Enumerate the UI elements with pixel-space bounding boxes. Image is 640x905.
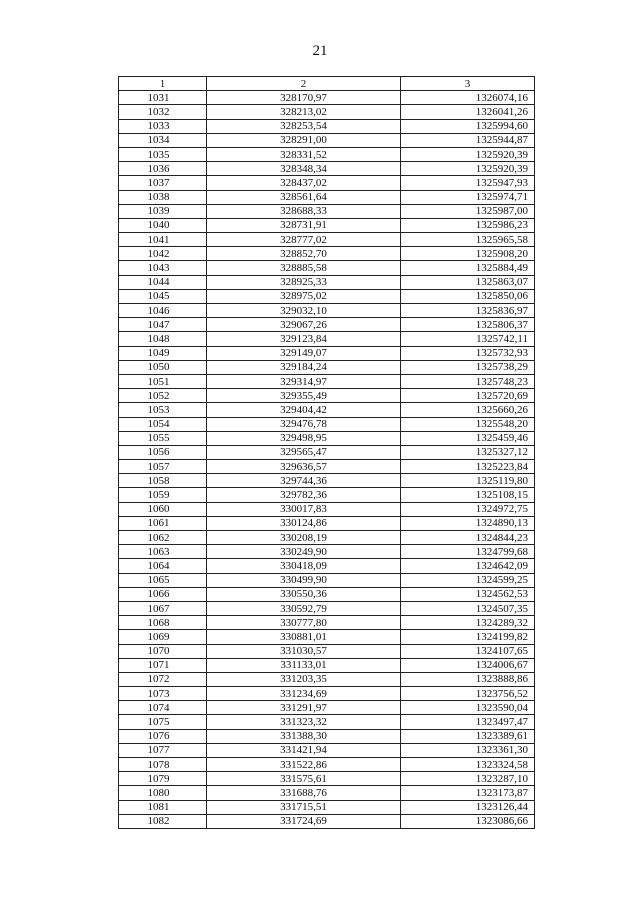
point-number-cell: 1050 bbox=[119, 360, 207, 374]
x-coordinate-cell: 331203,35 bbox=[207, 672, 401, 686]
table-row bbox=[119, 218, 535, 232]
point-number-cell: 1077 bbox=[119, 743, 207, 757]
x-coordinate-cell: 329149,07 bbox=[207, 346, 401, 360]
point-number-cell: 1071 bbox=[119, 658, 207, 672]
table-row bbox=[119, 162, 535, 176]
point-number-cell: 1061 bbox=[119, 516, 207, 530]
y-coordinate-cell: 1325947,93 bbox=[401, 176, 535, 190]
x-coordinate-cell: 329123,84 bbox=[207, 332, 401, 346]
table-row bbox=[119, 644, 535, 658]
table-row bbox=[119, 800, 535, 814]
x-coordinate-cell: 329067,26 bbox=[207, 318, 401, 332]
x-coordinate-cell: 329032,10 bbox=[207, 304, 401, 318]
y-coordinate-cell: 1325836,97 bbox=[401, 304, 535, 318]
y-coordinate-cell: 1325119,80 bbox=[401, 474, 535, 488]
x-coordinate-cell: 330499,90 bbox=[207, 573, 401, 587]
x-coordinate-cell: 330881,01 bbox=[207, 630, 401, 644]
y-coordinate-cell: 1325850,06 bbox=[401, 289, 535, 303]
point-number-cell: 1078 bbox=[119, 758, 207, 772]
table-row bbox=[119, 758, 535, 772]
x-coordinate-cell: 330208,19 bbox=[207, 531, 401, 545]
y-coordinate-cell: 1325459,46 bbox=[401, 431, 535, 445]
point-number-cell: 1080 bbox=[119, 786, 207, 800]
point-number-cell: 1043 bbox=[119, 261, 207, 275]
y-coordinate-cell: 1324599,25 bbox=[401, 573, 535, 587]
x-coordinate-cell: 328561,64 bbox=[207, 190, 401, 204]
x-coordinate-cell: 328331,52 bbox=[207, 147, 401, 161]
table-row bbox=[119, 630, 535, 644]
point-number-cell: 1079 bbox=[119, 772, 207, 786]
y-coordinate-cell: 1325863,07 bbox=[401, 275, 535, 289]
point-number-cell: 1059 bbox=[119, 488, 207, 502]
y-coordinate-cell: 1325994,60 bbox=[401, 119, 535, 133]
table-row bbox=[119, 672, 535, 686]
point-number-cell: 1073 bbox=[119, 687, 207, 701]
point-number-cell: 1082 bbox=[119, 814, 207, 828]
y-coordinate-cell: 1323287,10 bbox=[401, 772, 535, 786]
x-coordinate-cell: 328975,02 bbox=[207, 289, 401, 303]
point-number-cell: 1056 bbox=[119, 445, 207, 459]
x-coordinate-cell: 331522,86 bbox=[207, 758, 401, 772]
y-coordinate-cell: 1323756,52 bbox=[401, 687, 535, 701]
table-row bbox=[119, 445, 535, 459]
point-number-cell: 1035 bbox=[119, 147, 207, 161]
x-coordinate-cell: 331291,97 bbox=[207, 701, 401, 715]
y-coordinate-cell: 1324107,65 bbox=[401, 644, 535, 658]
table-row bbox=[119, 289, 535, 303]
point-number-cell: 1047 bbox=[119, 318, 207, 332]
point-number-cell: 1075 bbox=[119, 715, 207, 729]
table-row bbox=[119, 147, 535, 161]
x-coordinate-cell: 328731,91 bbox=[207, 218, 401, 232]
point-number-cell: 1033 bbox=[119, 119, 207, 133]
point-number-cell: 1039 bbox=[119, 204, 207, 218]
x-coordinate-cell: 331715,51 bbox=[207, 800, 401, 814]
column-header-1: 1 bbox=[119, 77, 207, 91]
table-row bbox=[119, 190, 535, 204]
y-coordinate-cell: 1325738,29 bbox=[401, 360, 535, 374]
point-number-cell: 1034 bbox=[119, 133, 207, 147]
x-coordinate-cell: 330249,90 bbox=[207, 545, 401, 559]
y-coordinate-cell: 1325920,39 bbox=[401, 147, 535, 161]
table-row bbox=[119, 247, 535, 261]
table-row bbox=[119, 389, 535, 403]
point-number-cell: 1067 bbox=[119, 601, 207, 615]
table-row bbox=[119, 715, 535, 729]
table-row bbox=[119, 403, 535, 417]
table-row bbox=[119, 204, 535, 218]
table-row bbox=[119, 474, 535, 488]
y-coordinate-cell: 1323126,44 bbox=[401, 800, 535, 814]
x-coordinate-cell: 329476,78 bbox=[207, 417, 401, 431]
x-coordinate-cell: 331323,32 bbox=[207, 715, 401, 729]
y-coordinate-cell: 1324799,68 bbox=[401, 545, 535, 559]
table-row bbox=[119, 261, 535, 275]
x-coordinate-cell: 328291,00 bbox=[207, 133, 401, 147]
y-coordinate-cell: 1325974,71 bbox=[401, 190, 535, 204]
y-coordinate-cell: 1324642,09 bbox=[401, 559, 535, 573]
coordinates-table bbox=[118, 76, 535, 829]
table-row bbox=[119, 743, 535, 757]
point-number-cell: 1040 bbox=[119, 218, 207, 232]
table-row bbox=[119, 318, 535, 332]
y-coordinate-cell: 1325944,87 bbox=[401, 133, 535, 147]
table-row bbox=[119, 488, 535, 502]
x-coordinate-cell: 329184,24 bbox=[207, 360, 401, 374]
point-number-cell: 1054 bbox=[119, 417, 207, 431]
y-coordinate-cell: 1323497,47 bbox=[401, 715, 535, 729]
point-number-cell: 1057 bbox=[119, 460, 207, 474]
x-coordinate-cell: 328852,70 bbox=[207, 247, 401, 261]
x-coordinate-cell: 329404,42 bbox=[207, 403, 401, 417]
x-coordinate-cell: 330592,79 bbox=[207, 601, 401, 615]
y-coordinate-cell: 1325920,39 bbox=[401, 162, 535, 176]
y-coordinate-cell: 1324844,23 bbox=[401, 531, 535, 545]
table-row bbox=[119, 176, 535, 190]
table-row bbox=[119, 516, 535, 530]
y-coordinate-cell: 1324562,53 bbox=[401, 587, 535, 601]
x-coordinate-cell: 328437,02 bbox=[207, 176, 401, 190]
x-coordinate-cell: 329355,49 bbox=[207, 389, 401, 403]
y-coordinate-cell: 1325908,20 bbox=[401, 247, 535, 261]
y-coordinate-cell: 1324507,35 bbox=[401, 601, 535, 615]
table-row bbox=[119, 431, 535, 445]
y-coordinate-cell: 1325660,26 bbox=[401, 403, 535, 417]
point-number-cell: 1069 bbox=[119, 630, 207, 644]
table-row bbox=[119, 587, 535, 601]
x-coordinate-cell: 330124,86 bbox=[207, 516, 401, 530]
point-number-cell: 1065 bbox=[119, 573, 207, 587]
point-number-cell: 1076 bbox=[119, 729, 207, 743]
table-body bbox=[119, 91, 535, 829]
y-coordinate-cell: 1326074,16 bbox=[401, 91, 535, 105]
point-number-cell: 1062 bbox=[119, 531, 207, 545]
table-row bbox=[119, 601, 535, 615]
x-coordinate-cell: 331030,57 bbox=[207, 644, 401, 658]
table-row bbox=[119, 687, 535, 701]
x-coordinate-cell: 331421,94 bbox=[207, 743, 401, 757]
y-coordinate-cell: 1325748,23 bbox=[401, 374, 535, 388]
point-number-cell: 1058 bbox=[119, 474, 207, 488]
point-number-cell: 1072 bbox=[119, 672, 207, 686]
point-number-cell: 1064 bbox=[119, 559, 207, 573]
point-number-cell: 1081 bbox=[119, 800, 207, 814]
y-coordinate-cell: 1325986,23 bbox=[401, 218, 535, 232]
page-number: 21 bbox=[312, 43, 328, 59]
point-number-cell: 1055 bbox=[119, 431, 207, 445]
y-coordinate-cell: 1324199,82 bbox=[401, 630, 535, 644]
point-number-cell: 1070 bbox=[119, 644, 207, 658]
table-row bbox=[119, 814, 535, 828]
x-coordinate-cell: 329636,57 bbox=[207, 460, 401, 474]
table-header-row bbox=[119, 77, 535, 91]
point-number-cell: 1049 bbox=[119, 346, 207, 360]
point-number-cell: 1031 bbox=[119, 91, 207, 105]
x-coordinate-cell: 328213,02 bbox=[207, 105, 401, 119]
x-coordinate-cell: 331234,69 bbox=[207, 687, 401, 701]
x-coordinate-cell: 331575,61 bbox=[207, 772, 401, 786]
y-coordinate-cell: 1324890,13 bbox=[401, 516, 535, 530]
table-row bbox=[119, 417, 535, 431]
x-coordinate-cell: 330550,36 bbox=[207, 587, 401, 601]
y-coordinate-cell: 1325965,58 bbox=[401, 233, 535, 247]
point-number-cell: 1036 bbox=[119, 162, 207, 176]
point-number-cell: 1052 bbox=[119, 389, 207, 403]
x-coordinate-cell: 330017,83 bbox=[207, 502, 401, 516]
table-row bbox=[119, 105, 535, 119]
x-coordinate-cell: 328348,34 bbox=[207, 162, 401, 176]
x-coordinate-cell: 329744,36 bbox=[207, 474, 401, 488]
column-header-3: 3 bbox=[401, 77, 535, 91]
y-coordinate-cell: 1323389,61 bbox=[401, 729, 535, 743]
point-number-cell: 1053 bbox=[119, 403, 207, 417]
y-coordinate-cell: 1325720,69 bbox=[401, 389, 535, 403]
x-coordinate-cell: 330418,09 bbox=[207, 559, 401, 573]
point-number-cell: 1048 bbox=[119, 332, 207, 346]
y-coordinate-cell: 1325884,49 bbox=[401, 261, 535, 275]
y-coordinate-cell: 1323324,58 bbox=[401, 758, 535, 772]
x-coordinate-cell: 329498,95 bbox=[207, 431, 401, 445]
point-number-cell: 1063 bbox=[119, 545, 207, 559]
table-row bbox=[119, 374, 535, 388]
table-row bbox=[119, 133, 535, 147]
y-coordinate-cell: 1323086,66 bbox=[401, 814, 535, 828]
y-coordinate-cell: 1324289,32 bbox=[401, 616, 535, 630]
table-row bbox=[119, 332, 535, 346]
x-coordinate-cell: 331688,76 bbox=[207, 786, 401, 800]
table-row bbox=[119, 91, 535, 105]
table-row bbox=[119, 701, 535, 715]
point-number-cell: 1066 bbox=[119, 587, 207, 601]
point-number-cell: 1038 bbox=[119, 190, 207, 204]
y-coordinate-cell: 1325806,37 bbox=[401, 318, 535, 332]
table-row bbox=[119, 233, 535, 247]
table-row bbox=[119, 545, 535, 559]
point-number-cell: 1060 bbox=[119, 502, 207, 516]
x-coordinate-cell: 328253,54 bbox=[207, 119, 401, 133]
y-coordinate-cell: 1325987,00 bbox=[401, 204, 535, 218]
x-coordinate-cell: 329782,36 bbox=[207, 488, 401, 502]
x-coordinate-cell: 330777,80 bbox=[207, 616, 401, 630]
x-coordinate-cell: 329565,47 bbox=[207, 445, 401, 459]
table-row bbox=[119, 658, 535, 672]
point-number-cell: 1068 bbox=[119, 616, 207, 630]
table-row bbox=[119, 275, 535, 289]
x-coordinate-cell: 329314,97 bbox=[207, 374, 401, 388]
table-row bbox=[119, 360, 535, 374]
table-row bbox=[119, 119, 535, 133]
x-coordinate-cell: 331133,01 bbox=[207, 658, 401, 672]
y-coordinate-cell: 1323590,04 bbox=[401, 701, 535, 715]
point-number-cell: 1042 bbox=[119, 247, 207, 261]
y-coordinate-cell: 1325223,84 bbox=[401, 460, 535, 474]
x-coordinate-cell: 331388,30 bbox=[207, 729, 401, 743]
x-coordinate-cell: 328885,58 bbox=[207, 261, 401, 275]
y-coordinate-cell: 1323361,30 bbox=[401, 743, 535, 757]
table-row bbox=[119, 502, 535, 516]
table-row bbox=[119, 616, 535, 630]
y-coordinate-cell: 1325327,12 bbox=[401, 445, 535, 459]
table-row bbox=[119, 531, 535, 545]
point-number-cell: 1041 bbox=[119, 233, 207, 247]
y-coordinate-cell: 1326041,26 bbox=[401, 105, 535, 119]
table-row bbox=[119, 304, 535, 318]
table-row bbox=[119, 346, 535, 360]
y-coordinate-cell: 1325548,20 bbox=[401, 417, 535, 431]
point-number-cell: 1051 bbox=[119, 374, 207, 388]
point-number-cell: 1045 bbox=[119, 289, 207, 303]
point-number-cell: 1046 bbox=[119, 304, 207, 318]
table-row bbox=[119, 772, 535, 786]
y-coordinate-cell: 1323173,87 bbox=[401, 786, 535, 800]
y-coordinate-cell: 1325742,11 bbox=[401, 332, 535, 346]
y-coordinate-cell: 1325732,93 bbox=[401, 346, 535, 360]
table-row bbox=[119, 460, 535, 474]
y-coordinate-cell: 1324006,67 bbox=[401, 658, 535, 672]
point-number-cell: 1037 bbox=[119, 176, 207, 190]
x-coordinate-cell: 328925,33 bbox=[207, 275, 401, 289]
point-number-cell: 1044 bbox=[119, 275, 207, 289]
table-row bbox=[119, 729, 535, 743]
y-coordinate-cell: 1323888,86 bbox=[401, 672, 535, 686]
point-number-cell: 1074 bbox=[119, 701, 207, 715]
column-header-2: 2 bbox=[207, 77, 401, 91]
point-number-cell: 1032 bbox=[119, 105, 207, 119]
x-coordinate-cell: 328777,02 bbox=[207, 233, 401, 247]
x-coordinate-cell: 328170,97 bbox=[207, 91, 401, 105]
y-coordinate-cell: 1325108,15 bbox=[401, 488, 535, 502]
table-row bbox=[119, 573, 535, 587]
x-coordinate-cell: 331724,69 bbox=[207, 814, 401, 828]
table-row bbox=[119, 786, 535, 800]
table-row bbox=[119, 559, 535, 573]
x-coordinate-cell: 328688,33 bbox=[207, 204, 401, 218]
y-coordinate-cell: 1324972,75 bbox=[401, 502, 535, 516]
